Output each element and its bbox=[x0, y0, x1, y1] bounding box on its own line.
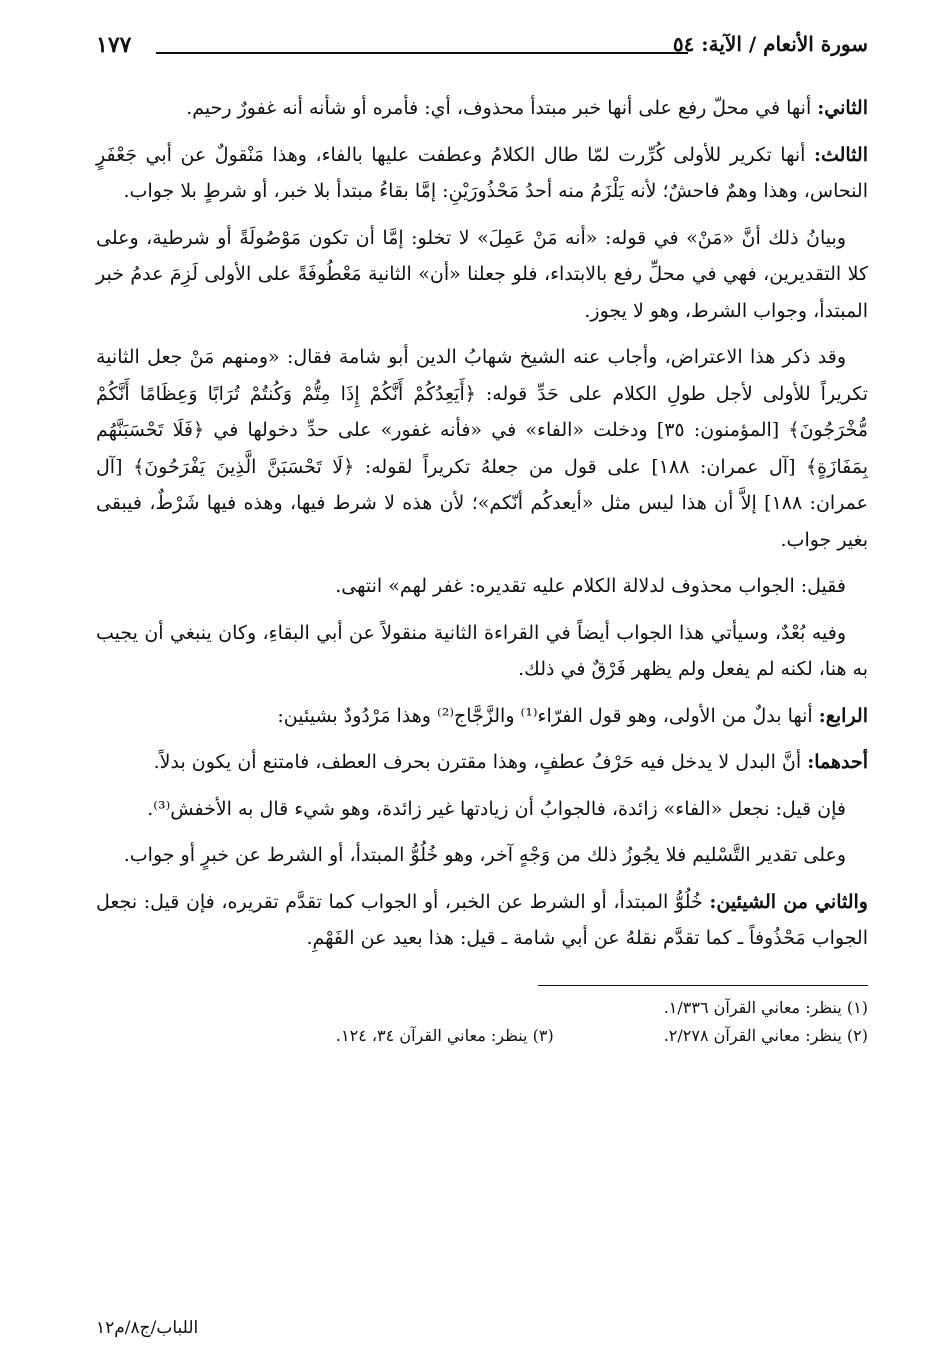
paragraph bbox=[96, 615, 868, 688]
paragraph-text: وبيانُ ذلك أنَّ «مَنْ» في قوله: «أنه مَنْ عَمِلَ» لا تخلو: إمَّا أن تكون مَوْصُولَةً أو شرطية، وعلى كلا التقديرين، فهي في محلِّ رفع بالابتداء، فلو جعلنا «أن» الثانية مَعْطُوفَةً على الأولى لَزِمَ عدمُ خبر المبتدأ، وجواب الشرط، وهو لا يجوز. bbox=[96, 226, 868, 322]
footnote-rule bbox=[538, 985, 868, 986]
paragraph-text: أنها تكرير للأولى كُرِّرت لمّا طال الكلامُ وعطفت عليها بالفاء، وهذا مَنْقولٌ عن أبي جَعْفَرٍ النحاس، وهذا وهمٌ فاحشٌ؛ لأنه يَلْزَمُ منه أحدُ مَحْذُورَيْنِ: إمَّا بقاءُ مبتدأ بلا خبر، أو شرطٍ بلا جواب. bbox=[96, 143, 868, 202]
header-rule bbox=[156, 52, 688, 54]
paragraph bbox=[96, 137, 868, 210]
paragraph bbox=[96, 568, 868, 605]
paragraph bbox=[96, 339, 868, 558]
paragraph-lead: الثالث: bbox=[813, 143, 868, 166]
paragraph-text: أنها في محلّ رفع على أنها خبر مبتدأ محذوف، أي: فأمره أو شأنه أنه غفورٌ رحيم. bbox=[186, 97, 818, 119]
running-title: سورة الأنعام / الآية: ٥٤ bbox=[672, 32, 868, 56]
footnote-3: (٣) ينظر: معاني القرآن ٣٤، ١٢٤. bbox=[335, 1025, 554, 1045]
paragraph-text: وعلى تقدير التَّسْليم فلا يجُوزُ ذلك من وَجْهٍ آخر، وهو خُلُوُّ المبتدأ، أو الشرط عن خبرٍ أو جواب. bbox=[123, 844, 846, 866]
page-number: ١٧٧ bbox=[96, 32, 132, 58]
footnote-row bbox=[96, 1022, 868, 1050]
footnote-2: (٢) ينظر: معاني القرآن ٢/٢٧٨. bbox=[663, 1025, 868, 1045]
paragraph bbox=[96, 90, 868, 127]
paragraph-text: أنَّ البدل لا يدخل فيه حَرْفُ عطفٍ، وهذا مقترن بحرف العطف، فامتنع أن يكون بدلاً. bbox=[153, 751, 808, 773]
paragraph-text: وقد ذكر هذا الاعتراض، وأجاب عنه الشيخ شهابُ الدين أبو شامة فقال: «ومنهم مَنْ جعل الثانية تكريراً للأولى لأجل طولِ الكلام على حَدِّ قوله: ﴿أَيَعِدُكُمْ أَنَّكُمْ إِذَا مِتُّمْ وَكُنتُمْ تُرَابًا وَعِظَامًا أَنَّكُمْ مُّخْرَجُونَ﴾ [المؤمنون: ٣٥] ودخلت «الفاء» في «فأنه غفور» على حدِّ دخولها في ﴿فَلَا تَحْسَبَنَّهُم بِمَفَازَةٍ﴾ [آل عمران: ١٨٨] على قول من جعلهُ تكريراً لقوله: ﴿لَا تَحْسَبَنَّ الَّذِينَ يَفْرَحُونَ﴾ [آل عمران: ١٨٨] إلاَّ أن هذا ليس مثل «أيعدكُم أنّكم»؛ لأن هذه لا شرط فيها، وهذه فيها شَرْطٌ، فيبقى بغير جواب. bbox=[96, 346, 869, 551]
footnotes bbox=[96, 994, 868, 1050]
paragraph-lead: أحدهما: bbox=[807, 751, 868, 773]
paragraph-text: فقيل: الجواب محذوف لدلالة الكلام عليه تقديره: غفر لهم» انتهى. bbox=[335, 575, 846, 597]
paragraph-text: خُلُوُّ المبتدأ، أو الشرط عن الخبر، أو الجواب كما تقدَّم تقريره، فإن قيل: نجعل الجواب مَحْذُوفاً ـ كما تقدَّم نقلهُ عن أبي شامة ـ قيل: هذا بعيد عن الفَهْمِ. bbox=[96, 890, 868, 949]
paragraph bbox=[96, 884, 868, 957]
paragraph bbox=[96, 744, 868, 781]
paragraph bbox=[96, 698, 868, 735]
paragraph-text: أنها بدلٌ من الأولى، وهو قول الفرّاء⁽¹⁾ والزَّجَّاج⁽²⁾ وهذا مَرْدُودٌ بشيئين: bbox=[277, 704, 819, 727]
paragraph bbox=[96, 220, 868, 330]
page bbox=[96, 30, 868, 1352]
paragraph-lead: الرابع: bbox=[818, 704, 868, 727]
main-text bbox=[96, 90, 868, 957]
paragraph-lead: والثاني من الشيئين: bbox=[709, 890, 868, 913]
paragraph-lead: الثاني: bbox=[817, 97, 868, 119]
volume-signature: اللباب/ج٨/م١٢ bbox=[96, 1318, 199, 1338]
page-header bbox=[96, 30, 868, 66]
paragraph bbox=[96, 791, 868, 828]
paragraph bbox=[96, 837, 868, 874]
paragraph-text: وفيه بُعْدٌ، وسيأتي هذا الجواب أيضاً في القراءة الثانية منقولاً عن أبي البقاءِ، وكان ينبغي أن يجيب به هنا، لكنه لم يفعل ولم يظهر فَرْقٌ في ذلك. bbox=[96, 621, 868, 680]
paragraph-text: فإن قيل: نجعل «الفاء» زائدة، فالجوابُ أن زيادتها غير زائدة، وهو شيء قال به الأخفش⁽³⁾. bbox=[147, 797, 846, 820]
footnote-1: (١) ينظر: معاني القرآن ١/٣٣٦. bbox=[663, 997, 868, 1017]
